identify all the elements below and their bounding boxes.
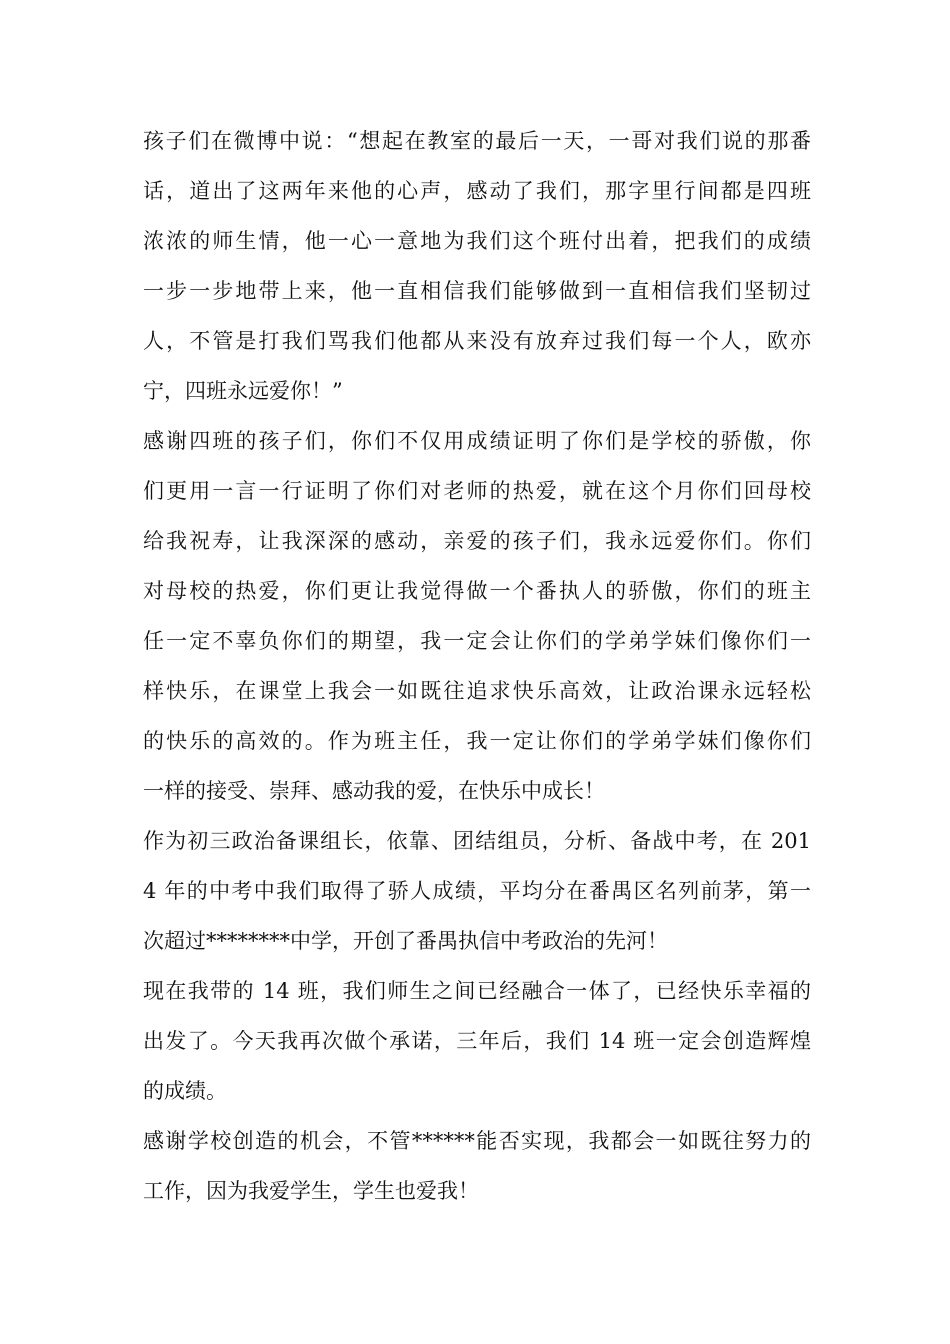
paragraph-weibo-quote: [143, 116, 811, 416]
text-line: 对母校的热爱，你们更让我觉得做一个番执人的骄傲，你们的班主: [143, 579, 811, 603]
text-line: 的成绩。: [143, 1079, 227, 1103]
text-line: 一步一步地带上来，他一直相信我们能够做到一直相信我们坚韧过: [143, 279, 811, 303]
text-line: 的快乐的高效的。作为班主任，我一定让你们的学弟学妹们像你们: [143, 729, 811, 753]
text-line: 4 年的中考中我们取得了骄人成绩，平均分在番禺区名列前茅，第一: [143, 879, 811, 903]
text-line: 现在我带的 14 班，我们师生之间已经融合一体了，已经快乐幸福的: [143, 979, 811, 1003]
text-line: 样快乐，在课堂上我会一如既往追求快乐高效，让政治课永远轻松: [143, 679, 811, 703]
text-line: 人，不管是打我们骂我们他都从来没有放弃过我们每一个人，欧亦: [143, 329, 811, 353]
paragraph-closing: [143, 1116, 811, 1216]
text-line: 出发了。今天我再次做个承诺，三年后，我们 14 班一定会创造辉煌: [143, 1029, 811, 1053]
text-line: 给我祝寿，让我深深的感动，亲爱的孩子们，我永远爱你们。你们: [143, 529, 811, 553]
text-line: 们更用一言一行证明了你们对老师的热爱，就在这个月你们回母校: [143, 479, 811, 503]
document-page: [143, 116, 811, 1216]
text-line: 宁，四班永远爱你！”: [143, 379, 343, 403]
text-line: 感谢学校创造的机会，不管******能否实现，我都会一如既往努力的: [143, 1129, 811, 1153]
text-line: 一样的接受、崇拜、感动我的爱，在快乐中成长！: [143, 779, 605, 803]
text-line: 次超过********中学，开创了番禺执信中考政治的先河！: [143, 929, 668, 953]
paragraph-exam-achievement: [143, 816, 811, 966]
text-line: 孩子们在微博中说：“想起在教室的最后一天，一哥对我们说的那番: [143, 129, 811, 153]
text-line: 任一定不辜负你们的期望，我一定会让你们的学弟学妹们像你们一: [143, 629, 811, 653]
text-line: 工作，因为我爱学生，学生也爱我！: [143, 1179, 479, 1203]
paragraph-class-fourteen: [143, 966, 811, 1116]
text-line: 话，道出了这两年来他的心声，感动了我们，那字里行间都是四班: [143, 179, 811, 203]
text-line: 感谢四班的孩子们，你们不仅用成绩证明了你们是学校的骄傲，你: [143, 429, 811, 453]
text-line: 作为初三政治备课组长，依靠、团结组员，分析、备战中考，在 201: [143, 829, 811, 853]
paragraph-thanks-class-four: [143, 416, 811, 816]
text-line: 浓浓的师生情，他一心一意地为我们这个班付出着，把我们的成绩: [143, 229, 811, 253]
